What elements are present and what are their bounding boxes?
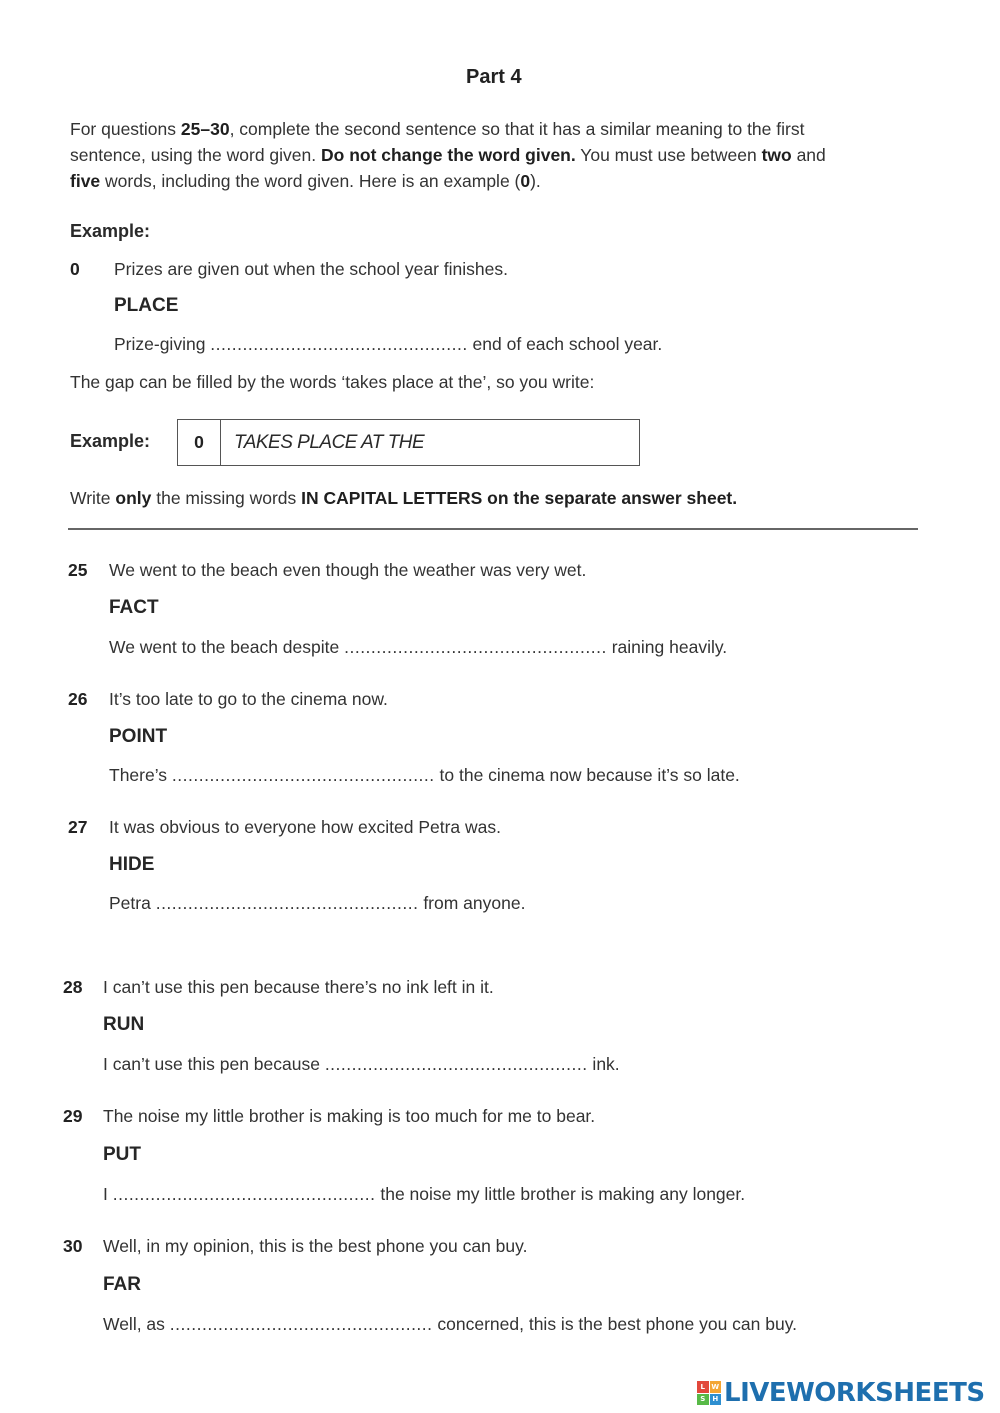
logo-square: W — [711, 1382, 720, 1391]
question-29-answer-line: I ................................................. the noise my little brother is making any longer. — [103, 1184, 746, 1204]
question-29-sentence-row — [63, 1106, 595, 1127]
question-27-sentence-row — [68, 817, 501, 838]
instructions-line-3: five words, including the word given. Here is an example (0). — [70, 171, 541, 191]
example-gap-dots: ................................................ — [210, 334, 468, 354]
answer-gap[interactable]: ................................................. — [112, 1184, 376, 1204]
question-28-keyword: RUN — [103, 1014, 145, 1035]
answer-gap[interactable]: ................................................. — [171, 765, 435, 785]
answer-gap[interactable]: ................................................. — [155, 893, 419, 913]
question-30-sentence-row — [63, 1236, 527, 1257]
example-sentence-row — [70, 259, 508, 280]
question-sentence: We went to the beach even though the weather was very wet. — [109, 560, 587, 580]
question-28-sentence-row — [63, 977, 494, 998]
question-26-keyword: POINT — [109, 726, 168, 747]
question-29-keyword: PUT — [103, 1144, 141, 1165]
question-27-answer-line: Petra ................................................. from anyone. — [109, 893, 526, 913]
example-sentence: Prizes are given out when the school year finishes. — [114, 259, 508, 279]
question-sentence: Well, in my opinion, this is the best phone you can buy. — [103, 1236, 528, 1256]
question-28-answer-line: I can’t use this pen because ................................................. ink. — [103, 1054, 620, 1074]
question-25-answer-line: We went to the beach despite ................................................. raining heavily. — [109, 637, 728, 657]
instructions-line-1: For questions 25–30, complete the second sentence so that it has a similar meaning to the first — [70, 119, 805, 139]
question-sentence: I can’t use this pen because there’s no ink left in it. — [103, 977, 494, 997]
example-gap-note: The gap can be filled by the words ‘takes place at the’, so you write: — [70, 372, 595, 392]
question-sentence: The noise my little brother is making is too much for me to bear. — [103, 1106, 596, 1126]
question-27-keyword: HIDE — [109, 854, 155, 875]
question-25-keyword: FACT — [109, 597, 159, 618]
example-keyword: PLACE — [114, 295, 179, 316]
logo-square: L — [697, 1381, 709, 1393]
liveworksheets-logo-icon — [697, 1381, 721, 1405]
example-answer-box — [177, 419, 640, 466]
example-box-number: 0 — [178, 420, 221, 465]
divider — [68, 528, 918, 530]
question-25-sentence-row — [68, 560, 586, 581]
question-26-answer-line: There’s ................................................. to the cinema now because it’s so late. — [109, 765, 740, 785]
example-box-answer: TAKES PLACE AT THE — [234, 431, 425, 453]
question-number: 29 — [63, 1106, 83, 1126]
question-30-answer-line: Well, as ................................................. concerned, this is the best phone you can buy. — [103, 1314, 798, 1334]
logo-square: S — [697, 1394, 709, 1406]
answer-gap[interactable]: ................................................. — [344, 637, 607, 657]
example-second-sentence: Prize-giving ................................................ end of each school year. — [114, 334, 663, 354]
logo-square: H — [710, 1394, 722, 1406]
example-heading: Example: — [70, 221, 151, 241]
write-note: Write only the missing words IN CAPITAL LETTERS on the separate answer sheet. — [70, 488, 738, 508]
instructions-line-2: sentence, using the word given. Do not change the word given. You must use between two and — [70, 145, 826, 165]
question-number: 28 — [63, 977, 83, 997]
liveworksheets-watermark — [697, 1378, 985, 1408]
answer-gap[interactable]: ................................................. — [324, 1054, 588, 1074]
question-number: 30 — [63, 1236, 83, 1256]
page-title: Part 4 — [466, 66, 522, 88]
question-26-sentence-row — [68, 689, 388, 710]
instructions — [70, 116, 826, 194]
question-number: 26 — [68, 689, 88, 709]
example-box-label: Example: — [70, 431, 151, 451]
question-sentence: It’s too late to go to the cinema now. — [109, 689, 388, 709]
question-sentence: It was obvious to everyone how excited Petra was. — [109, 817, 502, 837]
watermark-text: LIVEWORKSHEETS — [724, 1378, 985, 1408]
answer-gap[interactable]: ................................................. — [169, 1314, 433, 1334]
question-30-keyword: FAR — [103, 1274, 141, 1295]
example-number: 0 — [70, 259, 80, 279]
question-number: 27 — [68, 817, 88, 837]
question-number: 25 — [68, 560, 88, 580]
